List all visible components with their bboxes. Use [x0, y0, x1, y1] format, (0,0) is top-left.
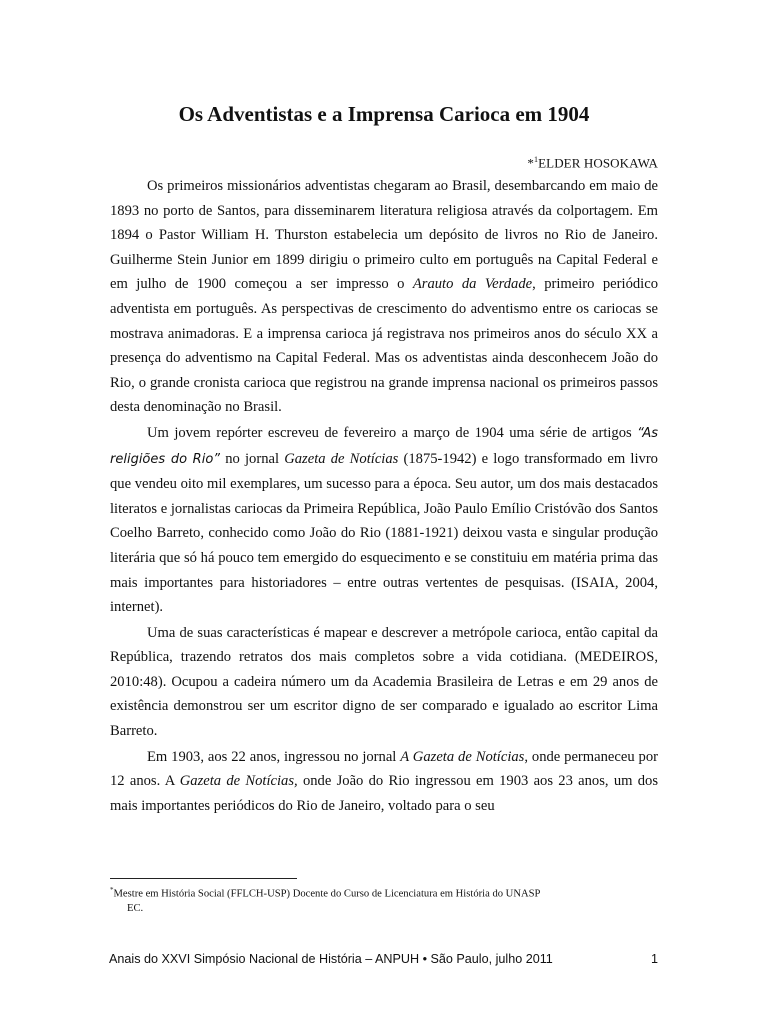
newspaper-title: Gazeta de Notícias: [284, 450, 399, 467]
newspaper-title-1: A Gazeta de Notícias: [400, 748, 525, 765]
document-title: Os Adventistas e a Imprensa Carioca em 1904: [178, 102, 590, 126]
paragraph-2: [110, 421, 658, 620]
author-line: [527, 151, 658, 172]
page-footer: Anais do XXVI Simpósio Nacional de História – ANPUH • São Paulo, julho 2011: [109, 952, 553, 966]
author-mark: *: [527, 155, 534, 171]
paragraph-1-text-rest: , primeiro periódico adventista em português. As perspectivas de crescimento do adventismo entre os cariocas se mostrava animadoras. E a imprensa carioca já registrava nos primeiros anos do século XX a presença do adventismo na Capital Federal. Mas os adventistas ainda desconhecem João do Rio, o grande cronista carioca que registrou na grande imprensa nacional os primeiros passos desta denominação no Brasil.: [110, 276, 658, 416]
paragraph-4: [110, 745, 658, 819]
newspaper-title-2: Gazeta de Notícias,: [179, 773, 298, 790]
paragraph-4-text-b: , onde permaneceu por 12 anos. A: [110, 748, 658, 790]
footnote-marker: *: [110, 886, 114, 894]
paragraph-2-text-b: no jornal: [220, 450, 285, 467]
paragraph-2-text-c: (1875-1942) e logo transformado em livro que vendeu oito mil exemplares, um sucesso para a época. Seu autor, um dos mais destacados literatos e jornalistas cariocas da Primeira República, João Paulo Emílio Cristóvão dos Santos Coelho Barreto, conhecido como João do Rio (1881-1921) deixou vasta e singular produção literária que só há pouco tem emergido do esquecimento e se constituiu em matéria prima das mais importantes para historiadores – entre outras vertentes de pesquisas. (ISAIA, 2004, internet).: [110, 450, 658, 616]
periodical-title: Arauto da Verdade: [412, 276, 533, 293]
author-name: ELDER HOSOKAWA: [538, 155, 658, 171]
paragraph-1-text: Os primeiros missionários adventistas chegaram ao Brasil, desembarcando em maio de 1893 no porto de Santos, para disseminarem literatura religiosa através da colportagem. Em 1894 o Pastor William H. Thurston estabelecia um depósito de livros no Rio de Janeiro. Guilherme Stein Junior em 1899 dirigiu o primeiro culto em português na Capital Federal e em julho de 1900 começou a ser impresso o: [110, 178, 658, 293]
footnote-text: Mestre em História Social (FFLCH-USP) Docente do Curso de Licenciatura em História do UNASP: [113, 888, 541, 900]
footnote-text-continued: EC.: [127, 902, 144, 914]
paragraph-2-text: Um jovem repórter escreveu de fevereiro a março de 1904 uma série de artigos: [147, 424, 638, 441]
paragraph-3-text: Uma de suas características é mapear e descrever a metrópole carioca, então capital da República, trazendo retratos dos mais completos sobre a vida cotidiana. (MEDEIROS, 2010:48). Ocupou a cadeira número um da Academia Brasileira de Letras e em 29 anos de existência demonstrou ser um escritor digno de ser comparado e igualado ao escritor Lima Barreto.: [110, 624, 658, 740]
paragraph-4-text: Em 1903, aos 22 anos, ingressou no jornal: [147, 748, 401, 765]
footnote-ref: 1: [534, 155, 539, 164]
paragraph-1: [110, 174, 658, 420]
body-text: [110, 174, 658, 818]
page-number: 1: [650, 952, 658, 966]
footnote-divider: [110, 878, 297, 879]
paragraph-4-text-c: onde João do Rio ingressou em 1903 aos 23 anos, um dos mais importantes periódicos do Rio de Janeiro, voltado para o seu: [110, 773, 659, 814]
article-series-title: “As religiões do Rio”: [110, 425, 658, 467]
paragraph-3: [110, 621, 658, 744]
footnote: [110, 883, 668, 916]
